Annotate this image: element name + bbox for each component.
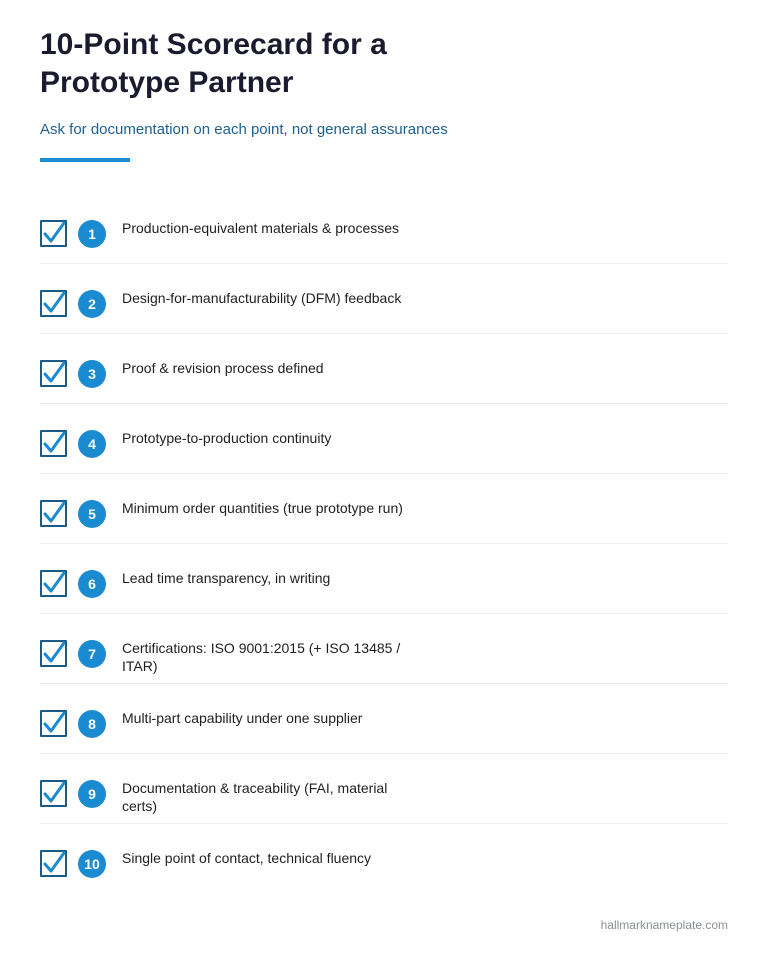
- checkmark-icon: [41, 289, 68, 318]
- page-subtitle: Ask for documentation on each point, not general assurances: [40, 121, 448, 138]
- footer-site: hallmarknameplate.com: [600, 918, 728, 932]
- item-number-badge: 1: [78, 220, 106, 248]
- item-label: Design-for-manufacturability (DFM) feedback: [122, 290, 402, 306]
- checklist-item: [40, 824, 728, 894]
- checkbox[interactable]: [40, 710, 67, 737]
- accent-divider: [40, 158, 130, 162]
- checklist-item: [40, 614, 728, 684]
- item-label: Multi-part capability under one supplier: [122, 710, 363, 726]
- item-label: Lead time transparency, in writing: [122, 570, 331, 586]
- checklist-item: [40, 684, 728, 754]
- checkbox[interactable]: [40, 500, 67, 527]
- checkmark-icon: [41, 709, 68, 738]
- checklist-item: [40, 264, 728, 334]
- item-number-badge: 8: [78, 710, 106, 738]
- item-label: Prototype-to-production continuity: [122, 430, 332, 446]
- item-number-badge: 4: [78, 430, 106, 458]
- checkbox[interactable]: [40, 430, 67, 457]
- item-number-badge: 10: [78, 850, 106, 878]
- checklist-item: [40, 404, 728, 474]
- checklist-item: [40, 334, 728, 404]
- item-label: Production-equivalent materials & processes: [122, 220, 400, 236]
- checkbox[interactable]: [40, 360, 67, 387]
- item-number-badge: 2: [78, 290, 106, 318]
- page-title: 10-Point Scorecard for a Prototype Partner: [40, 28, 387, 99]
- checkmark-icon: [41, 429, 68, 458]
- checkmark-icon: [41, 779, 68, 808]
- checkbox[interactable]: [40, 570, 67, 597]
- item-label: Documentation & traceability (FAI, material certs): [122, 780, 388, 814]
- item-number-badge: 7: [78, 640, 106, 668]
- checkbox[interactable]: [40, 290, 67, 317]
- checkmark-icon: [41, 639, 68, 668]
- checklist-item: [40, 474, 728, 544]
- checkmark-icon: [41, 499, 68, 528]
- item-label: Certifications: ISO 9001:2015 (+ ISO 13485 / ITAR): [122, 640, 401, 674]
- item-label: Minimum order quantities (true prototype run): [122, 500, 403, 516]
- checklist-item: [40, 544, 728, 614]
- checkmark-icon: [41, 569, 68, 598]
- checkmark-icon: [41, 219, 68, 248]
- checkmark-icon: [41, 359, 68, 388]
- checklist-item: [40, 754, 728, 824]
- item-label: Single point of contact, technical fluency: [122, 850, 372, 866]
- item-number-badge: 5: [78, 500, 106, 528]
- checklist: [40, 194, 728, 894]
- item-number-badge: 3: [78, 360, 106, 388]
- checkbox[interactable]: [40, 220, 67, 247]
- item-label: Proof & revision process defined: [122, 360, 324, 376]
- item-number-badge: 6: [78, 570, 106, 598]
- checkbox[interactable]: [40, 850, 67, 877]
- checkmark-icon: [41, 849, 68, 878]
- checkbox[interactable]: [40, 640, 67, 667]
- item-number-badge: 9: [78, 780, 106, 808]
- checklist-item: [40, 194, 728, 264]
- checkbox[interactable]: [40, 780, 67, 807]
